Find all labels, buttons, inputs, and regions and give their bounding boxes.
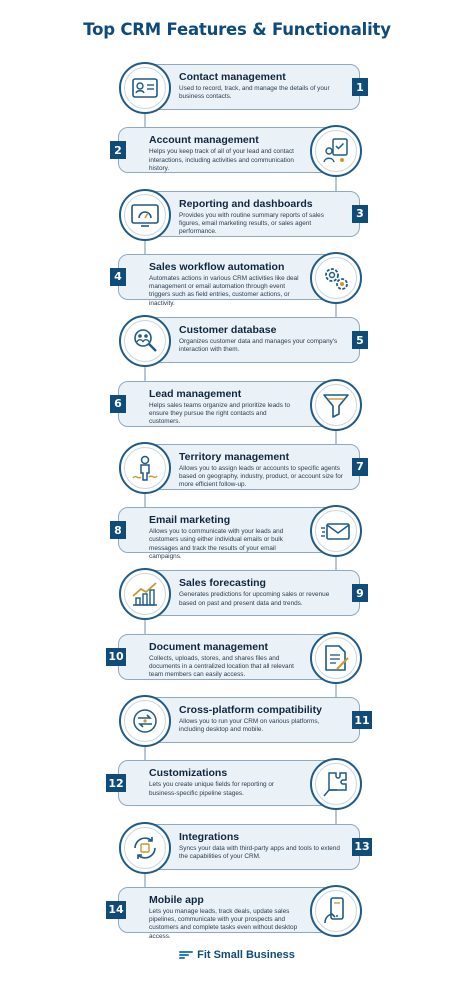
feature-name: Customizations xyxy=(149,767,228,780)
feature-row xyxy=(0,252,474,307)
feature-description: Allows you to assign leads or accounts to specific agents based on geography, industry, product, or account size for more efficient follow-up. xyxy=(179,464,343,489)
feature-description: Collects, uploads, stores, and shares files and documents in a centralized location that all relevant team members can easily access. xyxy=(149,654,294,679)
feature-description: Generates predictions for upcoming sales or revenue based on past and present data and trends. xyxy=(179,591,330,607)
feature-row xyxy=(0,442,474,494)
feature-card xyxy=(140,444,360,490)
feature-row xyxy=(0,632,474,684)
funnel-icon xyxy=(310,379,362,431)
feature-row xyxy=(0,568,474,620)
feature-number: 9 xyxy=(352,584,368,602)
feature-description: Lets you create unique fields for reporting or business-specific pipeline stages. xyxy=(149,781,275,797)
feature-description: Helps sales teams organize and prioritize leads to ensure they pursue the right contacts and customers. xyxy=(149,401,291,425)
feature-row xyxy=(0,315,474,367)
feature-description: Provides you with routine summary reports of sales figures, email marketing results, or sales agent performance. xyxy=(179,211,324,235)
feature-number: 5 xyxy=(352,331,368,349)
feature-name: Territory management xyxy=(179,450,290,463)
feature-card xyxy=(118,127,336,173)
feature-number: 3 xyxy=(352,205,368,223)
feature-number: 14 xyxy=(106,901,126,919)
feature-number: 2 xyxy=(110,141,126,159)
brand-logo-icon xyxy=(179,950,193,960)
account-checklist-icon xyxy=(310,125,362,177)
feature-number: 1 xyxy=(352,78,368,96)
feature-description: Syncs your data with third-party apps and tools to extend the capabilities of your CRM. xyxy=(179,844,340,860)
page-title: Top CRM Features & Functionality xyxy=(83,20,391,39)
feature-description: Helps you keep track of all of your lead and contact interactions, including activities and communication history. xyxy=(149,148,294,172)
feature-name: Reporting and dashboards xyxy=(179,197,313,210)
feature-card xyxy=(140,570,360,616)
feature-name: Document management xyxy=(149,640,269,653)
feature-number: 8 xyxy=(110,521,126,539)
feature-description: Allows you to communicate with your leads and customers using either individual emails or bulk messages and track the results of your email campaigns. xyxy=(149,528,284,560)
puzzle-hand-icon xyxy=(310,758,362,810)
feature-row xyxy=(0,125,474,177)
feature-row xyxy=(0,189,474,241)
gears-icon xyxy=(310,252,362,304)
feature-card xyxy=(118,507,336,560)
feature-name: Contact management xyxy=(179,71,286,83)
feature-row xyxy=(0,758,474,810)
feature-card xyxy=(118,254,336,307)
feature-card xyxy=(118,760,336,806)
feature-number: 6 xyxy=(110,395,126,413)
feature-card xyxy=(140,824,360,870)
feature-number: 11 xyxy=(352,711,372,729)
people-search-icon xyxy=(119,315,171,367)
feature-card xyxy=(118,887,336,940)
brand-footer xyxy=(0,949,474,961)
cross-platform-icon xyxy=(119,695,171,747)
feature-number: 7 xyxy=(352,458,368,476)
feature-name: Email marketing xyxy=(149,514,231,527)
feature-name: Lead management xyxy=(149,387,242,400)
mobile-hand-icon xyxy=(310,885,362,937)
document-pen-icon xyxy=(310,632,362,684)
feature-row xyxy=(0,885,474,940)
feature-row xyxy=(0,379,474,431)
feature-name: Integrations xyxy=(179,830,240,843)
feature-name: Mobile app xyxy=(149,893,204,906)
feature-card xyxy=(140,697,360,743)
feature-description: Allows you to run your CRM on various platforms, including desktop and mobile. xyxy=(179,718,320,734)
feature-row xyxy=(0,695,474,747)
feature-name: Account management xyxy=(149,134,259,147)
integration-cycle-icon xyxy=(119,822,171,874)
feature-card xyxy=(118,634,336,680)
feature-name: Customer database xyxy=(179,324,277,337)
feature-card xyxy=(140,317,360,363)
feature-number: 10 xyxy=(106,648,126,666)
contact-card-icon xyxy=(119,62,171,114)
trend-chart-icon xyxy=(119,568,171,620)
feature-card xyxy=(140,64,360,110)
feature-number: 4 xyxy=(110,268,126,286)
feature-description: Lets you manage leads, track deals, update sales pipelines, communicate with your prospects and customers and complete tasks even without desktop access. xyxy=(149,907,298,940)
feature-row xyxy=(0,822,474,874)
feature-description: Automates actions in various CRM activities like deal management or email automation through event triggers such as field entries, customer actions, or inactivity. xyxy=(149,274,299,307)
dashboard-icon xyxy=(119,189,171,241)
feature-number: 12 xyxy=(106,774,126,792)
feature-name: Sales forecasting xyxy=(179,577,266,590)
brand-name: Fit Small Business xyxy=(197,949,295,961)
feature-row xyxy=(0,62,474,114)
feature-number: 13 xyxy=(352,838,372,856)
feature-card xyxy=(140,191,360,237)
feature-row xyxy=(0,505,474,560)
feature-card xyxy=(118,381,336,427)
feature-name: Sales workflow automation xyxy=(149,260,285,273)
feature-name: Cross-platform compatibility xyxy=(179,704,322,716)
feature-description: Used to record, track, and manage the details of your business contacts. xyxy=(179,85,330,101)
feature-description: Organizes customer data and manages your company's interaction with them. xyxy=(179,338,338,354)
territory-person-icon xyxy=(119,442,171,494)
email-icon xyxy=(310,505,362,557)
